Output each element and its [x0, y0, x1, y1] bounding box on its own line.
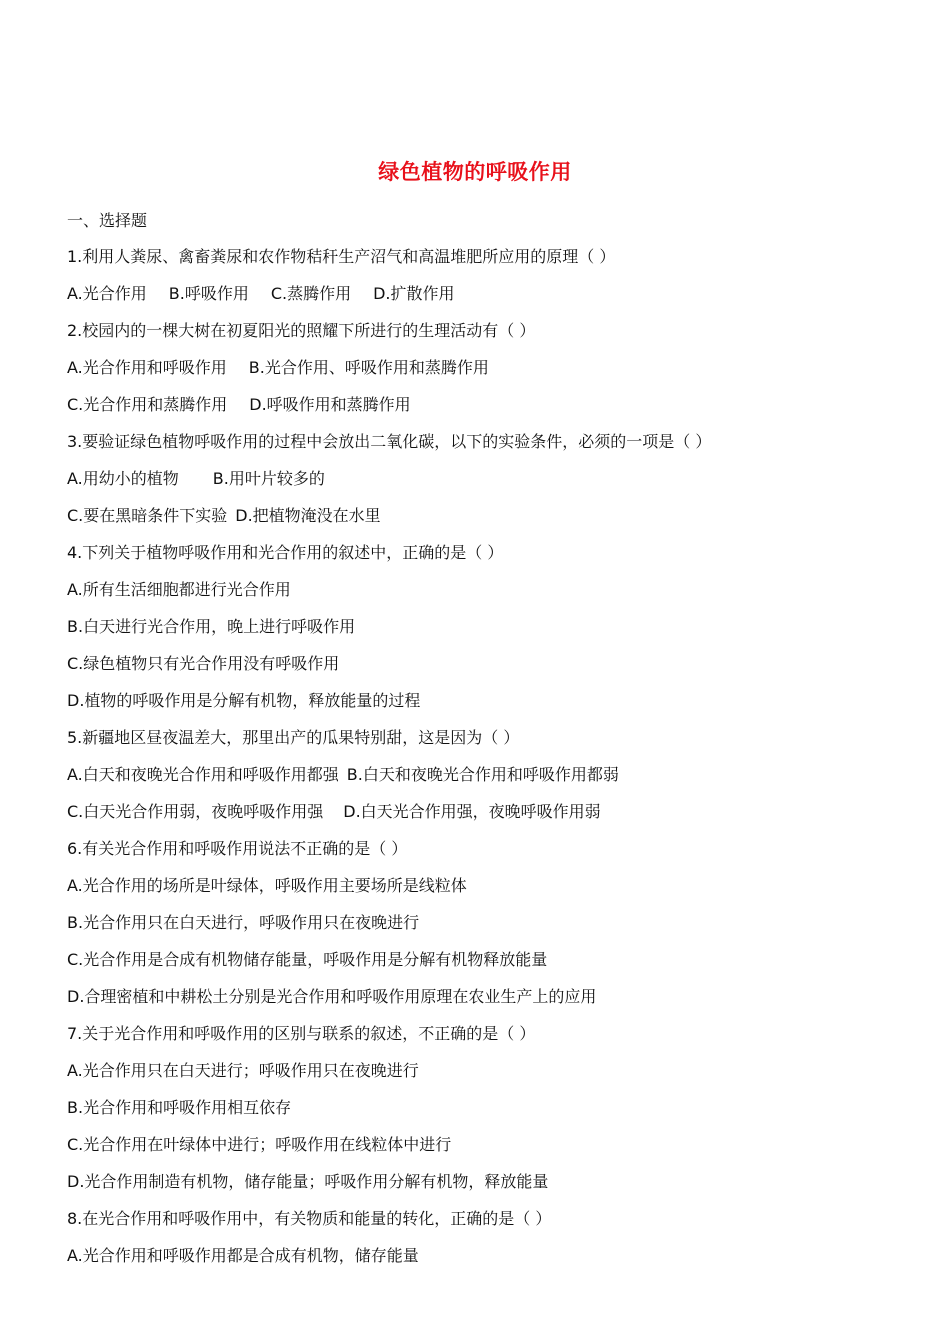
- question-text: 5.新疆地区昼夜温差大，那里出产的瓜果特别甜，这是因为（ ）: [67, 728, 520, 747]
- question-text: 1.利用人粪尿、禽畜粪尿和农作物秸秆生产沼气和高温堆肥所应用的原理（ ）: [67, 247, 616, 266]
- option-text: C.光合作用在叶绿体中进行；呼吸作用在线粒体中进行: [67, 1135, 452, 1154]
- option-text: A.用幼小的植物: [67, 469, 179, 488]
- option-text: B.白天进行光合作用，晚上进行呼吸作用: [67, 617, 356, 636]
- option-text: D.呼吸作用和蒸腾作用: [249, 395, 411, 414]
- answer-options: [67, 986, 907, 1023]
- answer-options: [67, 801, 907, 838]
- answer-options: [67, 764, 907, 801]
- answer-options: [67, 283, 907, 320]
- answer-options: [67, 653, 907, 690]
- answer-options: [67, 468, 907, 505]
- answer-options: [67, 1245, 907, 1282]
- option-text: A.光合作用和呼吸作用都是合成有机物，储存能量: [67, 1246, 419, 1265]
- option-text: D.合理密植和中耕松土分别是光合作用和呼吸作用原理在农业生产上的应用: [67, 987, 597, 1006]
- question-stem: [67, 838, 907, 875]
- option-text: B.光合作用和呼吸作用相互依存: [67, 1098, 292, 1117]
- answer-options: [67, 1171, 907, 1208]
- option-text: B.用叶片较多的: [212, 469, 325, 488]
- question-stem: [67, 1023, 907, 1060]
- answer-options: [67, 1134, 907, 1171]
- option-text: A.白天和夜晚光合作用和呼吸作用都强: [67, 765, 339, 784]
- answer-options: [67, 912, 907, 949]
- question-text: 3.要验证绿色植物呼吸作用的过程中会放出二氧化碳，以下的实验条件，必须的一项是（ ）: [67, 432, 712, 451]
- answer-options: [67, 616, 907, 653]
- option-text: C.光合作用和蒸腾作用: [67, 395, 228, 414]
- option-text: A.所有生活细胞都进行光合作用: [67, 580, 291, 599]
- question-stem: [67, 246, 907, 283]
- answer-options: [67, 357, 907, 394]
- option-text: B.光合作用、呼吸作用和蒸腾作用: [248, 358, 489, 377]
- question-list: [67, 246, 907, 1282]
- option-text: B.呼吸作用: [168, 284, 249, 303]
- option-text: D.光合作用制造有机物，储存能量；呼吸作用分解有机物，释放能量: [67, 1172, 549, 1191]
- question-stem: [67, 542, 907, 579]
- option-text: A.光合作用和呼吸作用: [67, 358, 227, 377]
- option-text: C.光合作用是合成有机物储存能量，呼吸作用是分解有机物释放能量: [67, 950, 548, 969]
- option-text: D.植物的呼吸作用是分解有机物，释放能量的过程: [67, 691, 421, 710]
- answer-options: [67, 579, 907, 616]
- option-text: D.扩散作用: [373, 284, 455, 303]
- question-text: 7.关于光合作用和呼吸作用的区别与联系的叙述，不正确的是（ ）: [67, 1024, 536, 1043]
- option-text: C.要在黑暗条件下实验: [67, 506, 228, 525]
- question-stem: [67, 727, 907, 764]
- option-text: C.蒸腾作用: [270, 284, 352, 303]
- answer-options: [67, 690, 907, 727]
- question-text: 2.校园内的一棵大树在初夏阳光的照耀下所进行的生理活动有（ ）: [67, 321, 536, 340]
- question-text: 8.在光合作用和呼吸作用中，有关物质和能量的转化，正确的是（ ）: [67, 1209, 552, 1228]
- question-stem: [67, 1208, 907, 1245]
- option-text: C.绿色植物只有光合作用没有呼吸作用: [67, 654, 340, 673]
- answer-options: [67, 1060, 907, 1097]
- document-title: 绿色植物的呼吸作用: [378, 160, 572, 184]
- option-text: A.光合作用: [67, 284, 147, 303]
- answer-options: [67, 949, 907, 986]
- answer-options: [67, 875, 907, 912]
- question-text: 6.有关光合作用和呼吸作用说法不正确的是（ ）: [67, 839, 408, 858]
- option-text: A.光合作用只在白天进行；呼吸作用只在夜晚进行: [67, 1061, 419, 1080]
- question-stem: [67, 431, 907, 468]
- answer-options: [67, 1097, 907, 1134]
- option-text: D.把植物淹没在水里: [235, 506, 381, 525]
- option-text: D.白天光合作用强，夜晚呼吸作用弱: [343, 802, 601, 821]
- answer-options: [67, 394, 907, 431]
- section-heading: 一、选择题: [67, 211, 148, 230]
- option-text: B.光合作用只在白天进行，呼吸作用只在夜晚进行: [67, 913, 420, 932]
- answer-options: [67, 505, 907, 542]
- option-text: C.白天光合作用弱，夜晚呼吸作用强: [67, 802, 324, 821]
- question-text: 4.下列关于植物呼吸作用和光合作用的叙述中，正确的是（ ）: [67, 543, 504, 562]
- question-stem: [67, 320, 907, 357]
- option-text: B.白天和夜晚光合作用和呼吸作用都弱: [346, 765, 619, 784]
- option-text: A.光合作用的场所是叶绿体，呼吸作用主要场所是线粒体: [67, 876, 467, 895]
